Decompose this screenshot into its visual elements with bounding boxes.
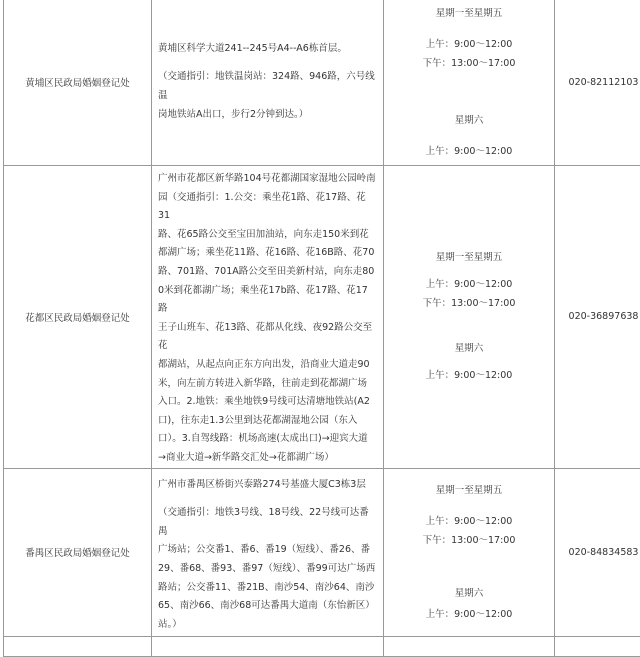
transport-line: 29、番68、番93、番97（短线）、番99可达广场西 xyxy=(158,560,377,579)
address-line: 口)，往东走1.3公里到达花都湖湿地公园（东入 xyxy=(158,412,377,431)
weekday-label: 星期一至星期五 xyxy=(384,481,554,500)
address-line: →商业大道→新华路交汇处→花都湖广场） xyxy=(158,449,377,468)
office-phone: 020-82112103 xyxy=(555,0,640,166)
address-line: 都湖广场；乘坐花11路、花16路、花16B路、花70 xyxy=(158,244,377,263)
office-name: 番禺区民政局婚姻登记处 xyxy=(4,468,152,636)
address-line: 都湖站，从起点向正东方向出发，沿商业大道走90 xyxy=(158,356,377,375)
transport-line: 广场站；公交番1、番6、番19（短线）、番26、番 xyxy=(158,541,377,560)
saturday-label: 星期六 xyxy=(384,339,554,358)
saturday-label: 星期六 xyxy=(384,111,554,130)
address-line: 0米到花都湖广场；乘坐花17b路、花17路、花17路 xyxy=(158,282,377,319)
office-phone: 020-36897638 xyxy=(555,166,640,469)
transport-line: 岗地铁站A出口，步行2分钟到达。） xyxy=(158,106,377,125)
saturday-am: 上午：9:00～12:00 xyxy=(384,366,554,385)
address-line: 路、701路、701A路公交至田美新村站，向东走80 xyxy=(158,263,377,282)
registry-table xyxy=(3,0,640,657)
table-row xyxy=(4,636,640,656)
address-line: 园（交通指引：1.公交：乘坐花1路、花17路、花31 xyxy=(158,189,377,226)
address-line: 黄埔区科学大道241--245号A4--A6栋首层。 xyxy=(158,40,377,59)
address-line: 米，向左前方转进入新华路，往前走到花都湖广场 xyxy=(158,375,377,394)
weekday-pm: 下午：13:00～17:00 xyxy=(384,294,554,313)
transport-line: （交通指引：地铁3号线、18号线、22号线可达番禺 xyxy=(158,504,377,541)
office-hours xyxy=(384,166,555,469)
weekday-label: 星期一至星期五 xyxy=(384,248,554,267)
address-line: 路、花65路公交至宝田加油站，向东走150米到花 xyxy=(158,226,377,245)
weekday-am: 上午：9:00～12:00 xyxy=(384,275,554,294)
transport-line: 站。） xyxy=(158,616,377,635)
address-line: 广州市花都区新华路104号花都湖国家湿地公园岭南 xyxy=(158,170,377,189)
weekday-pm: 下午：13:00～17:00 xyxy=(384,531,554,550)
office-hours xyxy=(384,0,555,166)
saturday-label: 星期六 xyxy=(384,584,554,603)
address-line: 入口。2.地铁：乘坐地铁9号线可达清塘地铁站(A2 xyxy=(158,393,377,412)
table-row xyxy=(4,166,640,469)
transport-line: 路站；公交番11、番21B、南沙54、南沙64、南沙 xyxy=(158,579,377,598)
table-row xyxy=(4,468,640,636)
address-line: 王子山班车、花13路、花都从化线、夜92路公交至花 xyxy=(158,319,377,356)
address-line: 口）。3.自驾线路：机场高速(太成出口)→迎宾大道 xyxy=(158,430,377,449)
weekday-pm: 下午：13:00～17:00 xyxy=(384,54,554,73)
saturday-am: 上午：9:00～12:00 xyxy=(384,605,554,624)
office-address xyxy=(152,0,384,166)
office-address xyxy=(152,166,384,469)
transport-line: （交通指引：地铁温岗站：324路、946路，六号线温 xyxy=(158,68,377,105)
office-hours xyxy=(384,468,555,636)
weekday-label: 星期一至星期五 xyxy=(384,4,554,23)
table-row xyxy=(4,0,640,166)
saturday-am: 上午：9:00～12:00 xyxy=(384,142,554,161)
office-address xyxy=(152,468,384,636)
address-line: 广州市番禺区桥街兴泰路274号基盛大厦C3栋3层 xyxy=(158,476,377,495)
weekday-am: 上午：9:00～12:00 xyxy=(384,35,554,54)
office-name: 黄埔区民政局婚姻登记处 xyxy=(4,0,152,166)
office-phone: 020-84834583 xyxy=(555,468,640,636)
office-name: 花都区民政局婚姻登记处 xyxy=(4,166,152,469)
weekday-am: 上午：9:00～12:00 xyxy=(384,512,554,531)
transport-line: 65、南沙66、南沙68可达番禺大道南（东怡新区） xyxy=(158,597,377,616)
